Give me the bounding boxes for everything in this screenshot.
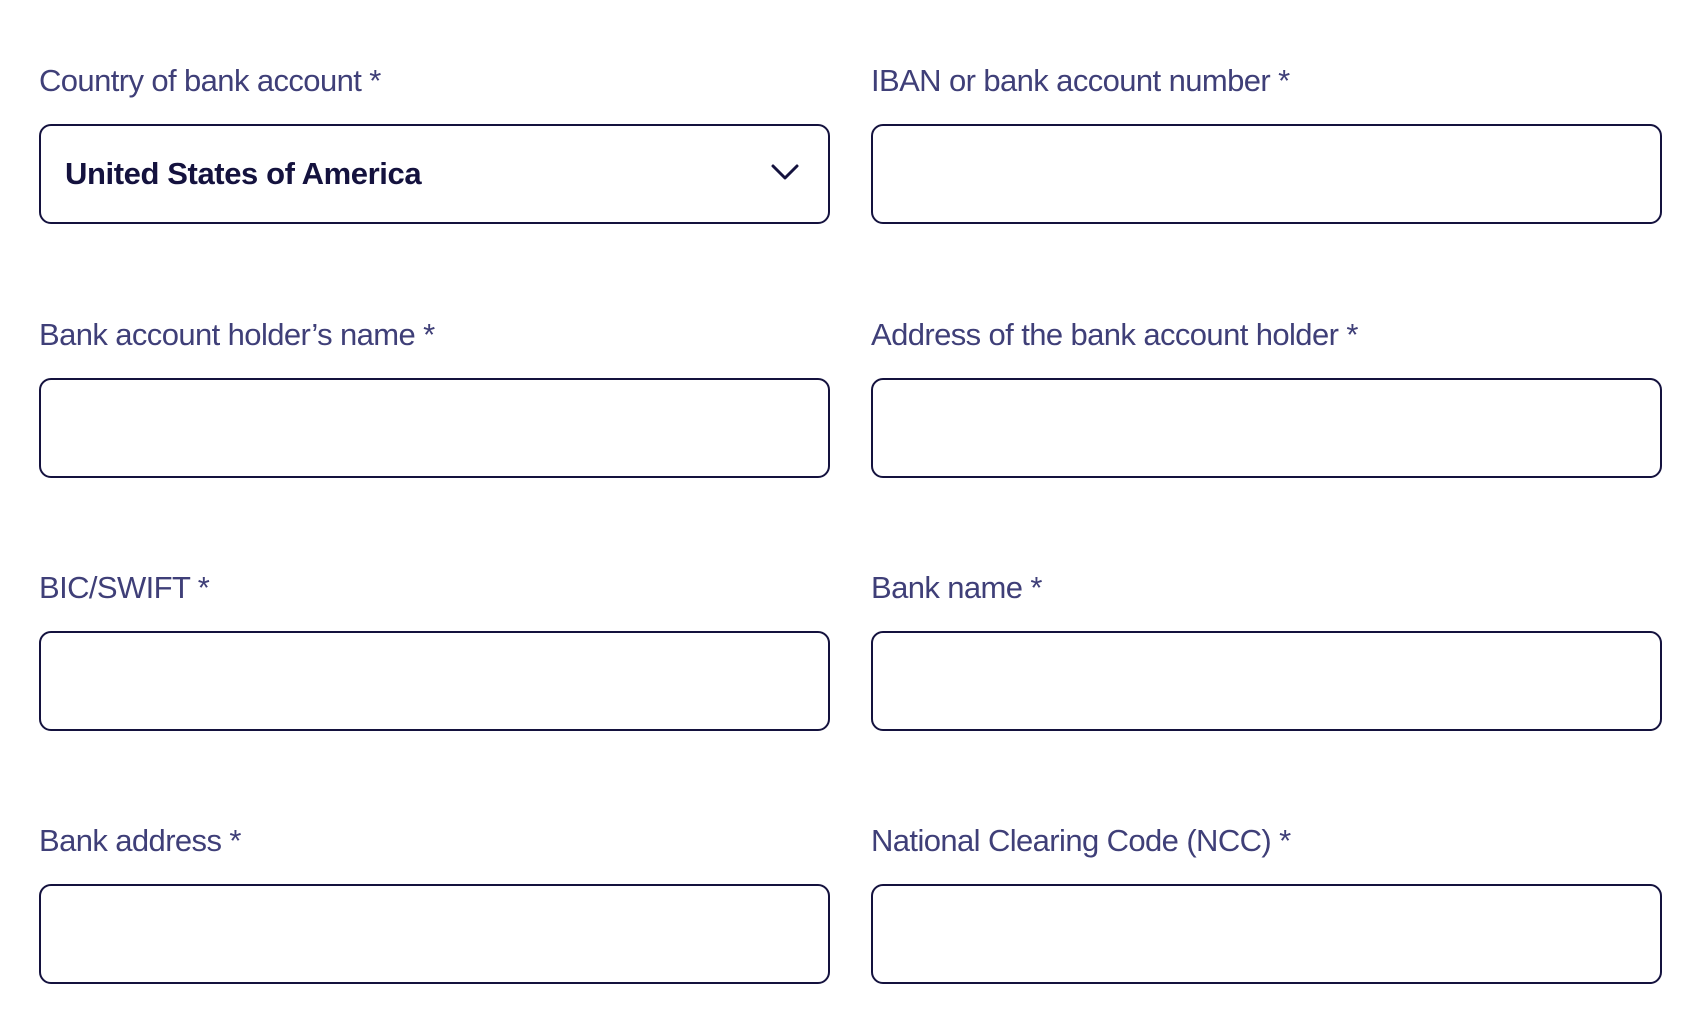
bank-address-label: Bank address * (39, 823, 241, 858)
holder-address-field (871, 316, 1662, 354)
bic-swift-label: BIC/SWIFT * (39, 570, 210, 605)
holder-name-field (39, 316, 830, 354)
country-select-value: United States of America (65, 156, 422, 191)
bank-address-field (39, 822, 830, 860)
bank-address-input[interactable] (39, 884, 830, 984)
iban-input[interactable] (871, 124, 1662, 224)
holder-address-input[interactable] (871, 378, 1662, 478)
holder-name-label: Bank account holder’s name * (39, 317, 435, 352)
country-select[interactable] (39, 124, 830, 224)
iban-label: IBAN or bank account number * (871, 63, 1290, 98)
bank-name-label: Bank name * (871, 570, 1042, 605)
bank-name-field (871, 569, 1662, 607)
ncc-label: National Clearing Code (NCC) * (871, 823, 1291, 858)
country-field (39, 62, 830, 191)
ncc-input[interactable] (871, 884, 1662, 984)
holder-address-label: Address of the bank account holder * (871, 317, 1358, 352)
ncc-field (871, 822, 1662, 860)
holder-name-input[interactable] (39, 378, 830, 478)
bic-swift-field (39, 569, 830, 607)
iban-field (871, 62, 1662, 100)
bic-swift-input[interactable] (39, 631, 830, 731)
bank-name-input[interactable] (871, 631, 1662, 731)
chevron-down-icon[interactable] (770, 163, 800, 183)
country-label: Country of bank account * (39, 63, 381, 98)
